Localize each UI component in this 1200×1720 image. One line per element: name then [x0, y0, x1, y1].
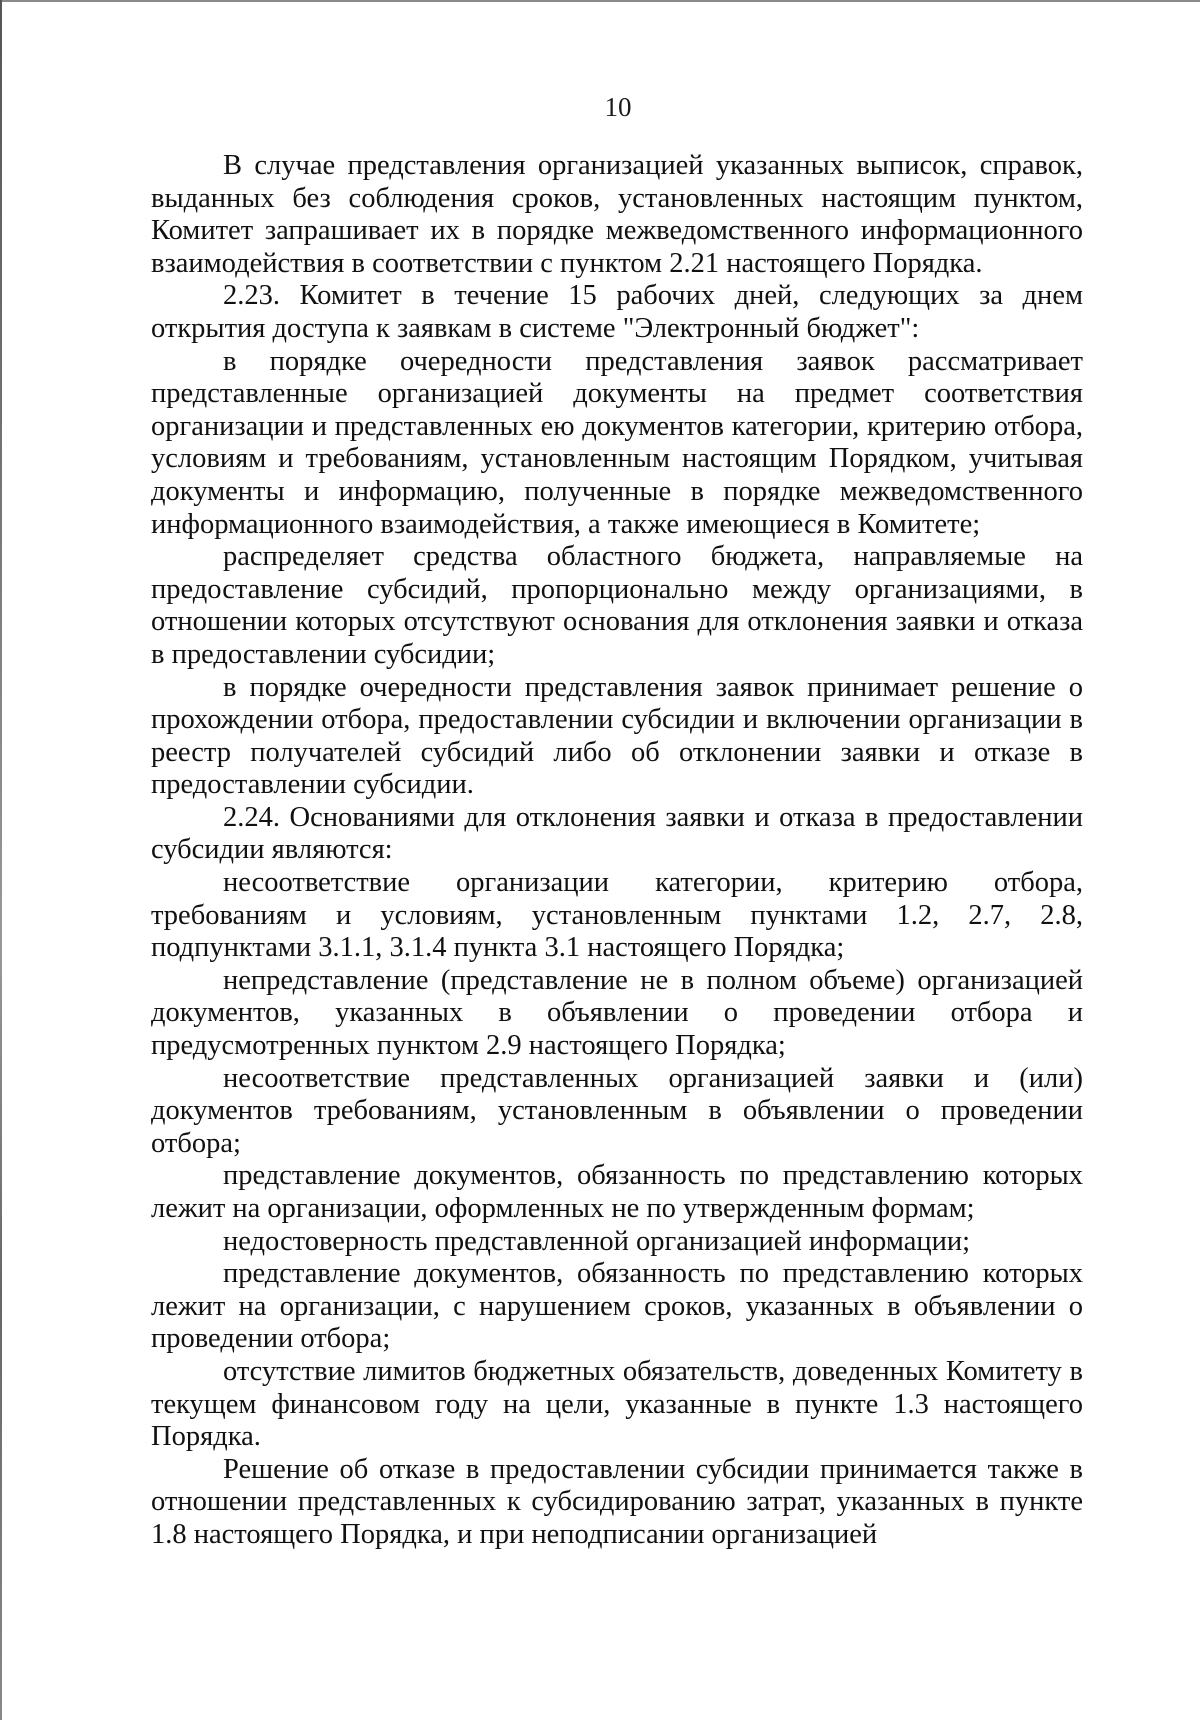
paragraph: представление документов, обязанность по представлению которых лежит на организации, оформленных не по утвержденным формам;	[151, 1160, 1083, 1224]
paragraph: в порядке очередности представления заявок рассматривает представленные организацией документы на предмет соответствия организации и представленных ею документов категории, критерию отбора, условиям и требованиям, установленным настоящим Порядком, учитывая документы и информацию, полученные в порядке межведомственного информационного взаимодействия, а также имеющиеся в Комитете;	[151, 345, 1083, 540]
paragraph: несоответствие организации категории, критерию отбора, требованиям и условиям, установленным пунктами 1.2, 2.7, 2.8, подпунктами 3.1.1, 3.1.4 пункта 3.1 настоящего Порядка;	[151, 867, 1083, 964]
paragraph: несоответствие представленных организацией заявки и (или) документов требованиям, установленным в объявлении о проведении отбора;	[151, 1062, 1083, 1159]
paragraph: в порядке очередности представления заявок принимает решение о прохождении отбора, предоставлении субсидии и включении организации в реестр получателей субсидий либо об отклонении заявки и отказе в предоставлении субсидии.	[151, 671, 1083, 801]
paragraph: отсутствие лимитов бюджетных обязательств, доведенных Комитету в текущем финансовом году на цели, указанные в пункте 1.3 настоящего Порядка.	[151, 1355, 1083, 1453]
paragraph: В случае представления организацией указанных выписок, справок, выданных без соблюдения сроков, установленных настоящим пунктом, Комитет запрашивает их в порядке межведомственного информационного взаимодействия в соответствии с пунктом 2.21 настоящего Порядка.	[151, 150, 1083, 279]
paragraph: непредставление (представление не в полном объеме) организацией документов, указанных в объявлении о проведении отбора и предусмотренных пунктом 2.9 настоящего Порядка;	[151, 964, 1083, 1062]
paragraph: 2.24. Основаниями для отклонения заявки и отказа в предоставлении субсидии являются:	[151, 801, 1083, 866]
scan-edge-left	[0, 0, 2, 1720]
paragraph: Решение об отказе в предоставлении субсидии принимается также в отношении представленных к субсидированию затрат, указанных в пункте 1.8 настоящего Порядка, и при неподписании организацией	[151, 1453, 1083, 1550]
paragraph: недостоверность представленной организацией информации;	[223, 1225, 971, 1257]
paragraph: распределяет средства областного бюджета, направляемые на предоставление субсидий, пропорционально между организациями, в отношении которых отсутствуют основания для отклонения заявки и отказа в предоставлении субсидии;	[151, 541, 1083, 670]
paragraph: представление документов, обязанность по представлению которых лежит на организации, с нарушением сроков, указанных в объявлении о проведении отбора;	[151, 1258, 1083, 1355]
page-number: 10	[604, 92, 632, 122]
paragraph: 2.23. Комитет в течение 15 рабочих дней, следующих за днем открытия доступа к заявкам в системе "Электронный бюджет":	[151, 280, 1083, 344]
scan-edge-top	[0, 0, 1200, 2]
document-body	[151, 150, 1083, 1552]
